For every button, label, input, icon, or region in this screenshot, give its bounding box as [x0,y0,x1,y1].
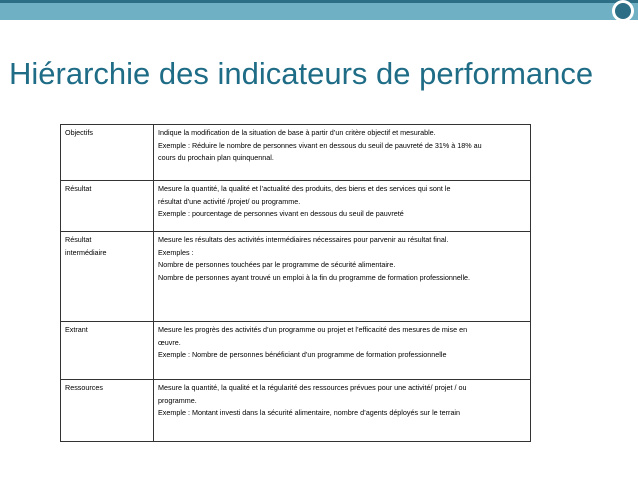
header-bar [0,0,638,20]
row-label-text: Résultat [65,235,92,244]
row-label-ressources [61,380,154,442]
table-row [61,181,531,232]
row-description [154,380,531,442]
description-line: Mesure la quantité, la qualité et la régularité des ressources prévues pour une activité/ projet / ou [158,383,467,392]
row-description [154,125,531,181]
description-line: résultat d’une activité /projet/ ou programme. [158,196,301,206]
indicators-table [60,124,531,442]
description-line: programme. [158,395,197,405]
table-row [61,125,531,181]
description-line: Exemple : Montant investi dans la sécurité alimentaire, nombre d’agents déployés sur le terrain [158,408,461,417]
row-label-text: Résultat [65,184,92,193]
description-line: Mesure les résultats des activités intermédiaires nécessaires pour parvenir au résultat final. [158,235,449,244]
description-line: Exemple : Réduire le nombre de personnes vivant en dessous du seuil de pauvreté de 31% à 18% au [158,140,482,150]
description-line: Mesure les progrès des activités d’un programme ou projet et l’efficacité des mesures de mise en [158,325,468,334]
table-row [61,232,531,322]
table-row [61,322,531,380]
row-label-resultat-intermediaire [61,232,154,322]
description-line: Mesure la quantité, la qualité et l’actualité des produits, des biens et des services qui sont le [158,184,451,193]
description-line: Nombre de personnes touchées par le programme de sécurité alimentaire. [158,260,396,269]
row-description [154,232,531,322]
description-line: Nombre de personnes ayant trouvé un emploi à la fin du programme de formation professionnelle. [158,272,471,282]
row-label-text: Extrant [65,325,88,334]
table-row [61,380,531,442]
row-label-objectifs [61,125,154,181]
row-description [154,322,531,380]
row-label-text: Objectifs [65,128,93,137]
header-bar-edge [0,0,638,3]
description-line: Exemple : pourcentage de personnes vivant en dessous du seuil de pauvreté [158,209,404,218]
row-description [154,181,531,232]
row-label-text: intermédiaire [65,247,107,257]
row-label-extrant [61,322,154,380]
slide-title: Hiérarchie des indicateurs de performance [9,56,594,91]
row-label-resultat [61,181,154,232]
description-line: œuvre. [158,337,181,347]
description-line: Indique la modification de la situation de base à partir d’un critère objectif et mesurable. [158,128,436,137]
row-label-text: Ressources [65,383,103,392]
description-line: Exemple : Nombre de personnes bénéficiant d’un programme de formation professionnelle [158,350,447,359]
corner-decoration [612,0,634,22]
description-line: cours du prochain plan quinquennal. [158,153,274,162]
description-line: Exemples : [158,247,194,257]
